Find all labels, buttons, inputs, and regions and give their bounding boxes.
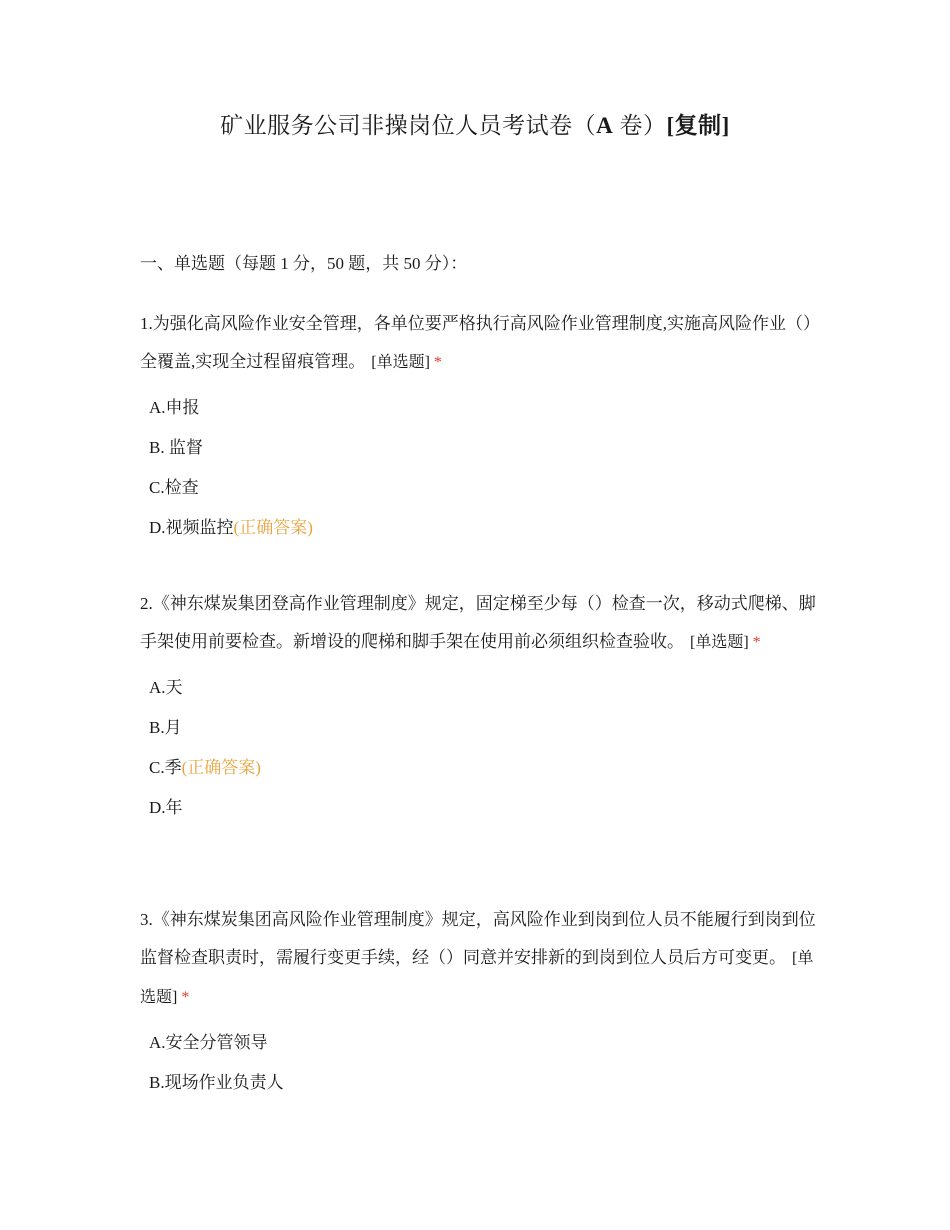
question-text xyxy=(140,901,820,1017)
option-b xyxy=(149,1063,820,1103)
question-2 xyxy=(140,585,820,828)
title-prefix: 矿业服务公司非操岗位人员考试卷（ xyxy=(220,113,597,138)
question-type-label: [单选题] xyxy=(371,354,430,371)
question-stem: 2.《神东煤炭集团登高作业管理制度》规定，固定梯至少每（）检查一次，移动式爬梯、脚手架使用前要检查。新增设的爬梯和脚手架在使用前必须组织检查验收。 xyxy=(140,594,816,651)
option-label: D.年 xyxy=(149,798,183,817)
option-b xyxy=(149,708,820,748)
option-c xyxy=(149,468,820,508)
question-1 xyxy=(140,305,820,548)
required-mark: * xyxy=(433,354,442,371)
option-list xyxy=(149,1023,820,1103)
option-label: C.季 xyxy=(149,758,182,777)
option-label: B.现场作业负责人 xyxy=(149,1073,284,1092)
section-heading: 一、单选题（每题 1 分，50 题，共 50 分）： xyxy=(140,254,468,273)
title-paper-letter: A xyxy=(596,113,614,138)
option-label: A.天 xyxy=(149,678,183,697)
option-label: A.安全分管领导 xyxy=(149,1033,268,1052)
option-label: A.申报 xyxy=(149,398,200,417)
correct-answer-tag: (正确答案) xyxy=(181,758,261,777)
option-a xyxy=(149,1023,820,1063)
required-mark: * xyxy=(181,989,190,1006)
option-label: D.视频监控 xyxy=(149,518,234,537)
question-type-label: [单选题] xyxy=(140,950,814,1006)
required-mark: * xyxy=(752,634,761,651)
title-mid: 卷） xyxy=(613,113,667,138)
option-list xyxy=(149,668,820,828)
option-label: B. 监督 xyxy=(149,438,203,457)
option-a xyxy=(149,668,820,708)
option-a xyxy=(149,388,820,428)
question-stem: 1.为强化高风险作业安全管理，各单位要严格执行高风险作业管理制度,实施高风险作业（）全覆盖,实现全过程留痕管理。 xyxy=(140,314,820,371)
question-text xyxy=(140,585,820,662)
option-d xyxy=(149,788,820,828)
option-d xyxy=(149,508,820,548)
correct-answer-tag: (正确答案) xyxy=(233,518,313,537)
option-b xyxy=(149,428,820,468)
option-label: C.检查 xyxy=(149,478,199,497)
option-c xyxy=(149,748,820,788)
option-list xyxy=(149,388,820,548)
question-type-label: [单选题] xyxy=(690,634,749,651)
option-label: B.月 xyxy=(149,718,182,737)
question-3 xyxy=(140,901,820,1103)
question-stem: 3.《神东煤炭集团高风险作业管理制度》规定，高风险作业到岗到位人员不能履行到岗到位监督检查职责时，需履行变更手续，经（）同意并安排新的到岗到位人员后方可变更。 xyxy=(140,910,816,967)
title-copy-tag: [复制] xyxy=(666,113,730,138)
question-text xyxy=(140,305,820,382)
page-title xyxy=(0,110,950,142)
